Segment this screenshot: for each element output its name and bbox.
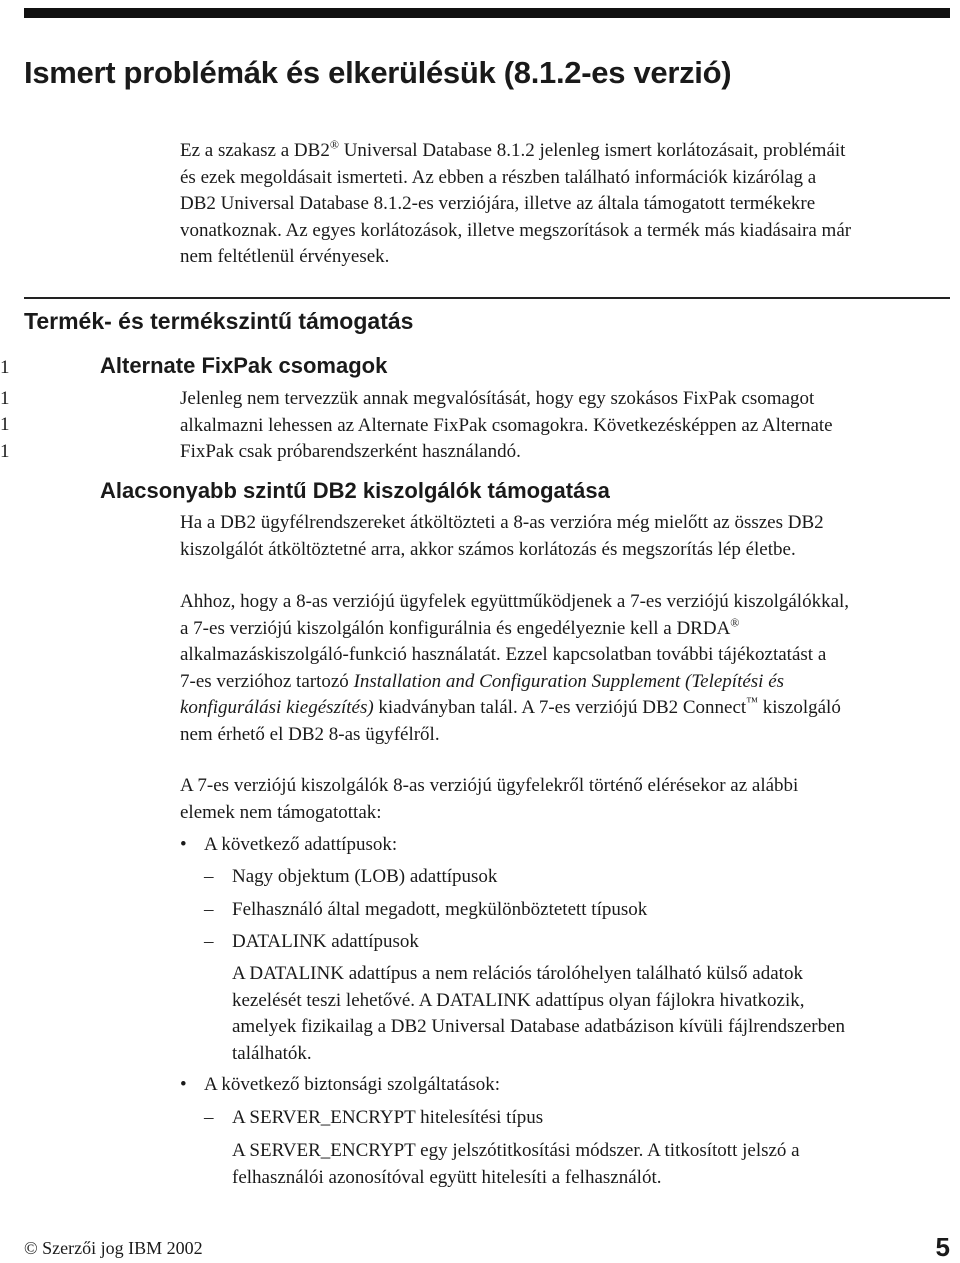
section-heading-support: Termék- és termékszintű támogatás — [24, 308, 414, 334]
bullet-glyph: • — [180, 834, 187, 855]
lower-p1-line-2: kiszolgálót átköltöztetné arra, akkor számos korlátozás és megszorítás lép életbe. — [180, 538, 796, 560]
lower-p2-line-4-a: 7-es verzióhoz tartozó — [180, 670, 354, 692]
fixpak-line-2: alkalmazni lehessen az Alternate FixPak csomagokra. Következésképpen az Alternate — [180, 414, 833, 436]
top-rule-bar — [24, 8, 950, 18]
lower-p1-line-1: Ha a DB2 ügyfélrendszereket átköltözteti a 8-as verzióra még mielőtt az összes DB2 — [180, 512, 824, 533]
dash-glyph: – — [204, 899, 214, 920]
datalink-line-1: A DATALINK adattípus a nem relációs tárolóhelyen található külső adatok — [232, 963, 803, 984]
intro-line-1-b: Universal Database 8.1.2 jelenleg ismert korlátozásait, problémáit — [338, 140, 846, 161]
dash-glyph: – — [204, 931, 214, 952]
lower-paragraph-2 — [180, 589, 849, 748]
change-marker: 1 — [0, 414, 10, 435]
intro-paragraph — [180, 138, 960, 271]
lower-paragraph-3 — [180, 773, 798, 826]
datalink-line-2: kezelését teszi lehetővé. A DATALINK adattípus olyan fájlokra hivatkozik, — [232, 989, 805, 1011]
publication-title-part-1: Installation and Configuration Supplement (Telepítési és — [353, 670, 785, 692]
lower-p2-line-1: Ahhoz, hogy a 8-as verziójú ügyfelek együttműködjenek a 7-es verziójú kiszolgálókkal, — [180, 591, 850, 612]
lower-p2-line-2-a: a 7-es verziójú kiszolgálón konfigurálnia és engedélyeznie kell a DRDA — [180, 617, 731, 639]
intro-line-1-a: Ez a szakasz a DB2 — [180, 140, 330, 161]
fixpak-line-1: Jelenleg nem tervezzük annak megvalósítását, hogy egy szokásos FixPak csomagot — [180, 388, 815, 409]
lower-p3-line-2: elemek nem támogatottak: — [180, 801, 382, 823]
intro-line-1 — [180, 138, 960, 165]
encrypt-line-2: felhasználói azonosítóval együtt hitelesíti a felhasználót. — [232, 1166, 662, 1188]
dash-text-datalink: DATALINK adattípusok — [232, 931, 419, 952]
lower-p2-line-5-b: kiadványban talál. A 7-es verziójú DB2 Connect — [373, 697, 747, 718]
datalink-line-4: találhatók. — [232, 1042, 312, 1064]
intro-line-5: nem feltétlenül érvényesek. — [180, 246, 390, 267]
dash-glyph: – — [204, 866, 214, 887]
page-title: Ismert problémák és elkerülésük (8.1.2-es verzió) — [24, 55, 732, 90]
lower-paragraph-1 — [180, 510, 824, 563]
bullet-text-security: A következő biztonsági szolgáltatások: — [204, 1074, 501, 1095]
registered-mark: ® — [329, 137, 339, 152]
lower-p2-line-3: alkalmazáskiszolgáló-funkció használatát. Ezzel kapcsolatban további tájékoztatást a — [180, 644, 827, 665]
dash-text-lob: Nagy objektum (LOB) adattípusok — [232, 866, 498, 887]
registered-mark: ® — [730, 615, 740, 630]
lower-p2-line-2 — [180, 616, 849, 643]
lower-p2-line-5-c: kiszolgáló — [757, 697, 841, 718]
subsection-heading-fixpak: Alternate FixPak csomagok — [100, 353, 388, 378]
change-marker: 1 — [0, 357, 10, 378]
intro-line-2: és ezek megoldásait ismerteti. Az ebben a részben található információk kizárólag a — [180, 166, 817, 188]
fixpak-line-3: FixPak csak próbarendszerként használandó. — [180, 441, 521, 462]
lower-p2-line-6: nem érhető el DB2 8-as ügyfélről. — [180, 723, 440, 745]
footer-page-number: 5 — [935, 1232, 950, 1262]
datalink-line-3: amelyek fizikailag a DB2 Universal Database adatbázison kívüli fájlrendszerben — [232, 1016, 846, 1037]
trademark-mark: ™ — [746, 694, 758, 709]
dash-glyph: – — [204, 1107, 214, 1128]
bullet-glyph: • — [180, 1074, 187, 1095]
subsection-heading-lower-level: Alacsonyabb szintű DB2 kiszolgálók támogatása — [100, 478, 610, 503]
lower-p2-line-5 — [180, 695, 849, 722]
datalink-description — [232, 961, 845, 1067]
publication-title-part-2: konfigurálási kiegészítés) — [180, 697, 374, 718]
dash-text-distinct-types: Felhasználó által megadott, megkülönböztetett típusok — [232, 899, 648, 920]
change-marker: 1 — [0, 441, 10, 462]
fixpak-paragraph — [180, 386, 833, 466]
intro-line-4: vonatkoznak. Az egyes korlátozások, illetve megszorítások a termék más kiadásaira már — [180, 219, 852, 241]
bullet-text-datatypes: A következő adattípusok: — [204, 834, 398, 855]
lower-p3-line-1: A 7-es verziójú kiszolgálók 8-as verziójú ügyfelekről történő elérésekor az alábbi — [180, 775, 799, 796]
intro-line-3: DB2 Universal Database 8.1.2-es verziójára, illetve az általa támogatott termékekre — [180, 193, 816, 214]
lower-p2-line-4 — [180, 669, 849, 696]
dash-text-server-encrypt: A SERVER_ENCRYPT hitelesítési típus — [232, 1107, 544, 1128]
section-divider — [24, 297, 950, 299]
footer-copyright: © Szerzői jog IBM 2002 — [24, 1238, 203, 1258]
change-marker: 1 — [0, 388, 10, 409]
encrypt-description — [232, 1138, 800, 1191]
encrypt-line-1: A SERVER_ENCRYPT egy jelszótitkosítási módszer. A titkosított jelszó a — [232, 1140, 800, 1161]
